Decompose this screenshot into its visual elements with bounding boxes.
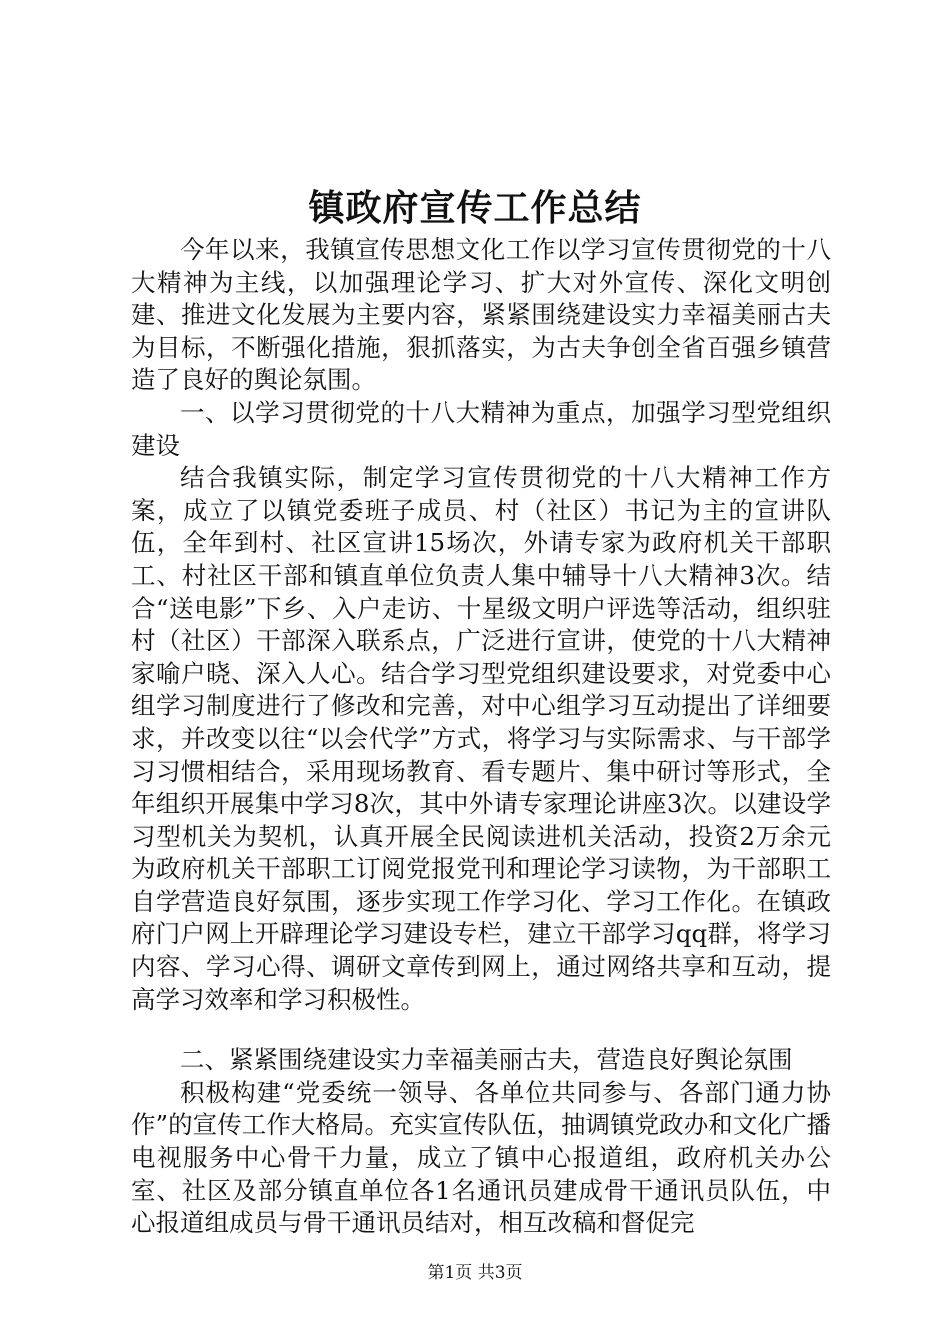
document-body [131, 234, 831, 1240]
paragraph-section-2: 积极构建“党委统一领导、各单位共同参与、各部门通力协作”的宣传工作大格局。充实宣传队伍，抽调镇党政办和文化广播电视服务中心骨干力量，成立了镇中心报道组，政府机关办公室、社区及部分镇直单位各1名通讯员建成骨干通讯员队伍，中心报道组成员与骨干通讯员结对，相互改稿和督促完 [131, 1077, 831, 1238]
paragraph-spacer [131, 1016, 831, 1044]
section-heading-1: 一、以学习贯彻党的十八大精神为重点，加强学习型党组织建设 [131, 397, 831, 460]
section-heading-2: 二、紧紧围绕建设实力幸福美丽古夫，营造良好舆论氛围 [180, 1045, 793, 1075]
paragraph-section-1: 结合我镇实际，制定学习宣传贯彻党的十八大精神工作方案，成立了以镇党委班子成员、村（社区）书记为主的宣讲队伍，全年到村、社区宣讲15场次，外请专家为政府机关干部职工、村社区干部和镇直单位负责人集中辅导十八大精神3次。结合“送电影”下乡、入户走访、十星级文明户评选等活动，组织驻村（社区）干部深入联系点，广泛进行宣讲，使党的十八大精神家喻户晓、深入人心。结合学习型党组织建设要求，对党委中心组学习制度进行了修改和完善，对中心组学习互动提出了详细要求，并改变以往“以会代学”方式，将学习与实际需求、与干部学习习惯相结合，采用现场教育、看专题片、集中研讨等形式，全年组织开展集中学习8次，其中外请专家理论讲座3次。以建设学习型机关为契机，认真开展全民阅读进机关活动，投资2万余元为政府机关干部职工订阅党报党刊和理论学习读物，为干部职工自学营造良好氛围，逐步实现工作学习化、学习工作化。在镇政府门户网上开辟理论学习建设专栏，建立干部学习qq群，将学习内容、学习心得、调研文章传到网上，通过网络共享和互动，提高学习效率和学习积极性。 [131, 463, 831, 1014]
document-title: 镇政府宣传工作总结 [308, 188, 642, 229]
paragraph-intro: 今年以来，我镇宣传思想文化工作以学习宣传贯彻党的十八大精神为主线，以加强理论学习、扩大对外宣传、深化文明创建、推进文化发展为主要内容，紧紧围绕建设实力幸福美丽古夫为目标，不断强化措施，狠抓落实，为古夫争创全省百强乡镇营造了良好的舆论氛围。 [131, 235, 831, 395]
page-number-footer: 第1页 共3页 [427, 1263, 523, 1283]
